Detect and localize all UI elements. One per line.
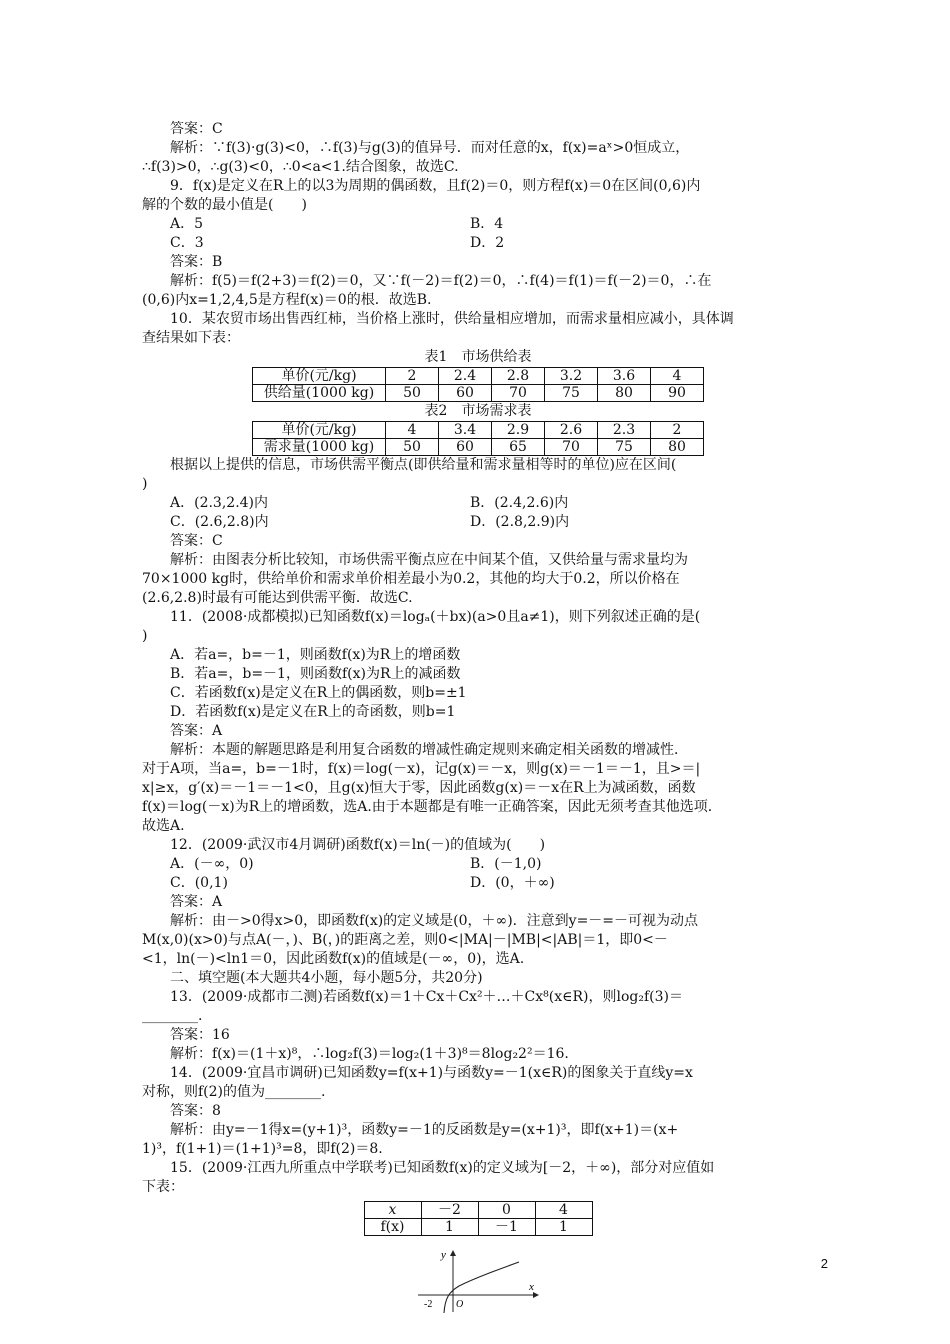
document-page [142,120,814,1316]
supply-table [252,367,704,402]
table-cell: 75 [598,439,651,456]
analysis-line: 解析：本题的解题思路是利用复合函数的增减性确定规则来确定相关函数的增减性． [170,742,688,758]
option-c: C．若函数f(x)是定义在R上的偶函数，则b=±1 [170,685,467,701]
question-10-cont: 查结果如下表： [142,330,240,346]
question-15-cont: 下表： [142,1179,184,1195]
table-cell: 90 [651,385,704,402]
table-cell: f(x) [364,1219,421,1236]
table-cell: 50 [386,385,439,402]
table-cell: 3.4 [439,422,492,439]
table-cell: 2 [386,368,439,385]
analysis-line: 解析：∵f(3)·g(3)<0，∴f(3)与g(3)的值异号．而对任意的x，f(x)=aˣ>0恒成立， [170,140,690,156]
answer-line: 答案：A [170,723,223,739]
table-cell: 单价(元/kg) [253,368,386,385]
question-15: 15．(2009·江西九所重点中学联考)已知函数f(x)的定义域为[－2，＋∞)，部分对应值如 [170,1160,715,1176]
answer-line: 答案：C [170,121,223,137]
question-13-cont: ________. [142,1008,203,1024]
q12-options-row [142,855,814,874]
option-b: B．(2.4,2.6)内 [470,495,569,511]
x-axis-arrow [533,1292,539,1298]
question-13: 13．(2009·成都市二测)若函数f(x)＝1＋Cx＋Cx²＋…＋Cx⁸(x∈R)，则log₂f(3)＝ [170,989,683,1005]
table-cell: 80 [598,385,651,402]
table-cell: 4 [386,422,439,439]
option-d: D．(0，＋∞) [470,875,555,891]
analysis-line: 解析：由y=－1得x=(y+1)³，函数y=－1的反函数是y=(x+1)³，即f(x+1)＝(x+ [170,1122,679,1138]
option-a: A．5 [170,216,204,232]
option-d: D．若函数f(x)是定义在R上的奇函数，则b=1 [170,704,456,720]
question-14: 14．(2009·宜昌市调研)已知函数y=f(x+1)与函数y=－1(x∈R)的图象关于直线y=x [170,1065,693,1081]
table-cell: 1 [535,1219,592,1236]
table-cell: 需求量(1000 kg) [253,439,386,456]
table-cell: x [364,1202,421,1219]
question-10: 10．某农贸市场出售西红柿，当价格上涨时，供给量相应增加，而需求量相应减小，具体调 [170,311,734,327]
table1-caption: 表1 市场供给表 [424,349,532,365]
table-cell: 75 [545,385,598,402]
page-number: 2 [820,1256,828,1271]
table-cell: 60 [439,385,492,402]
analysis-line: 故选A. [142,818,185,834]
analysis-line: 解析：f(x)＝(1＋x)⁸，∴log₂f(3)＝log₂(1＋3)⁸＝8log₂2²＝16. [170,1046,569,1062]
q10-options-row [142,513,814,532]
answer-line: 答案：16 [170,1027,230,1043]
table-cell: 单价(元/kg) [253,422,386,439]
table-row [364,1219,592,1236]
table-cell: 2.9 [492,422,545,439]
question-9: 9．f(x)是定义在R上的以3为周期的偶函数，且f(2)＝0，则方程f(x)＝0在区间(0,6)内 [170,178,701,194]
table-cell: 3.2 [545,368,598,385]
answer-line: 答案：B [170,254,223,270]
table-row [253,368,704,385]
question-14-cont: 对称，则f(2)的值为________. [142,1084,326,1100]
analysis-line: 解析：由－>0得x>0，即函数f(x)的定义域是(0，＋∞)．注意到y=－=－可视为动点 [170,913,699,929]
option-a: A．(－∞，0) [170,856,254,872]
option-c: C．(2.6,2.8)内 [170,514,269,530]
y-axis-arrow [450,1250,456,1256]
table-cell: 2.6 [545,422,598,439]
q9-options-row [142,215,814,234]
table-row [253,439,704,456]
q9-options-row [142,234,814,253]
answer-line: 答案：8 [170,1103,221,1119]
demand-table [252,421,704,456]
table-row [253,385,704,402]
analysis-line: <1，ln(－)<ln1＝0，因此函数f(x)的值域是(－∞，0)，选A. [142,951,525,967]
y-axis-label: y [441,1249,446,1261]
function-graph [413,1246,543,1316]
value-table [364,1201,593,1236]
q12-options-row [142,874,814,893]
table-cell: 4 [651,368,704,385]
option-c: C．3 [170,235,204,251]
origin-label: O [456,1299,464,1310]
table-cell: 80 [651,439,704,456]
option-a: A．(2.3,2.4)内 [170,495,269,511]
option-d: D．2 [470,235,505,251]
analysis-line: ∴f(3)>0，∴g(3)<0，∴0<a<1.结合图象，故选C. [142,159,459,175]
analysis-line: (0,6)内x=1,2,4,5是方程f(x)＝0的根．故选B. [142,292,432,308]
analysis-line: (2.6,2.8)时最有可能达到供需平衡．故选C. [142,590,413,606]
analysis-line: 解析：f(5)＝f(2+3)＝f(2)＝0，又∵f(－2)＝f(2)＝0，∴f(4)＝f(1)＝f(－2)＝0，∴在 [170,273,712,289]
table-cell: 1 [421,1219,478,1236]
question-9-cont: 解的个数的最小值是( ) [142,197,307,213]
option-b: B．4 [470,216,504,232]
table-cell: 2.4 [439,368,492,385]
option-b: B．(－1,0) [470,856,542,872]
table-cell: 2.3 [598,422,651,439]
tick-label: -2 [424,1299,433,1310]
analysis-line: f(x)＝log(－x)为R上的增函数，选A.由于本题都是有唯一正确答案，因此无须考查其他选项． [142,799,722,815]
question-11: 11．(2008·成都模拟)已知函数f(x)＝logₐ(＋bx)(a>0且a≠1)，则下列叙述正确的是( [170,609,701,625]
table2-caption: 表2 市场需求表 [424,403,532,419]
question-12: 12．(2009·武汉市4月调研)函数f(x)＝ln(－)的值域为( ) [170,837,546,853]
table-cell: 2 [651,422,704,439]
q10-options-row [142,494,814,513]
question-10-prompt-cont: ) [142,476,148,492]
table-cell: －1 [478,1219,535,1236]
table-cell: 65 [492,439,545,456]
analysis-line: 对于A项，当a=，b=－1时，f(x)＝log(－x)，记g(x)＝－x，则g(x)＝－1＝－1，且>＝| [142,761,701,777]
table-cell: 70 [492,385,545,402]
question-10-prompt: 根据以上提供的信息，市场供需平衡点(即供给量和需求量相等时的单位)应在区间( [170,457,677,473]
table-row [253,422,704,439]
table-cell: 2.8 [492,368,545,385]
x-axis-label: x [529,1281,534,1293]
table-cell: 60 [439,439,492,456]
analysis-line: M(x,0)(x>0)与点A(－，)、B(，)的距离之差，则0<|MA|－|MB|<|AB|＝1，即0<－ [142,932,668,948]
analysis-line: 1)³，f(1+1)＝(1+1)³=8，即f(2)＝8. [142,1141,383,1157]
table-cell: 50 [386,439,439,456]
analysis-line: 70×1000 kg时，供给单价和需求单价相差最小为0.2，其他的均大于0.2，所以价格在 [142,571,680,587]
table-cell: 供给量(1000 kg) [253,385,386,402]
table-cell: 3.6 [598,368,651,385]
analysis-line: x|≥x，g′(x)＝－1＝－1<0，且g(x)恒大于零，因此函数g(x)＝－x在R上为减函数，函数 [142,780,696,796]
option-d: D．(2.8,2.9)内 [470,514,570,530]
section-heading: 二、填空题(本大题共4小题，每小题5分，共20分) [170,970,483,986]
analysis-line: 解析：由图表分析比较知，市场供需平衡点应在中间某个值，又供给量与需求量均为 [170,552,688,568]
table-cell: 0 [478,1202,535,1219]
option-c: C．(0,1) [170,875,228,891]
answer-line: 答案：A [170,894,223,910]
table-cell: 4 [535,1202,592,1219]
table-row [364,1202,592,1219]
table-cell: 70 [545,439,598,456]
option-a: A．若a=，b=－1，则函数f(x)为R上的增函数 [170,647,461,663]
option-b: B．若a=，b=－1，则函数f(x)为R上的减函数 [170,666,461,682]
answer-line: 答案：C [170,533,223,549]
table-cell: －2 [421,1202,478,1219]
question-11-cont: ) [142,628,148,644]
